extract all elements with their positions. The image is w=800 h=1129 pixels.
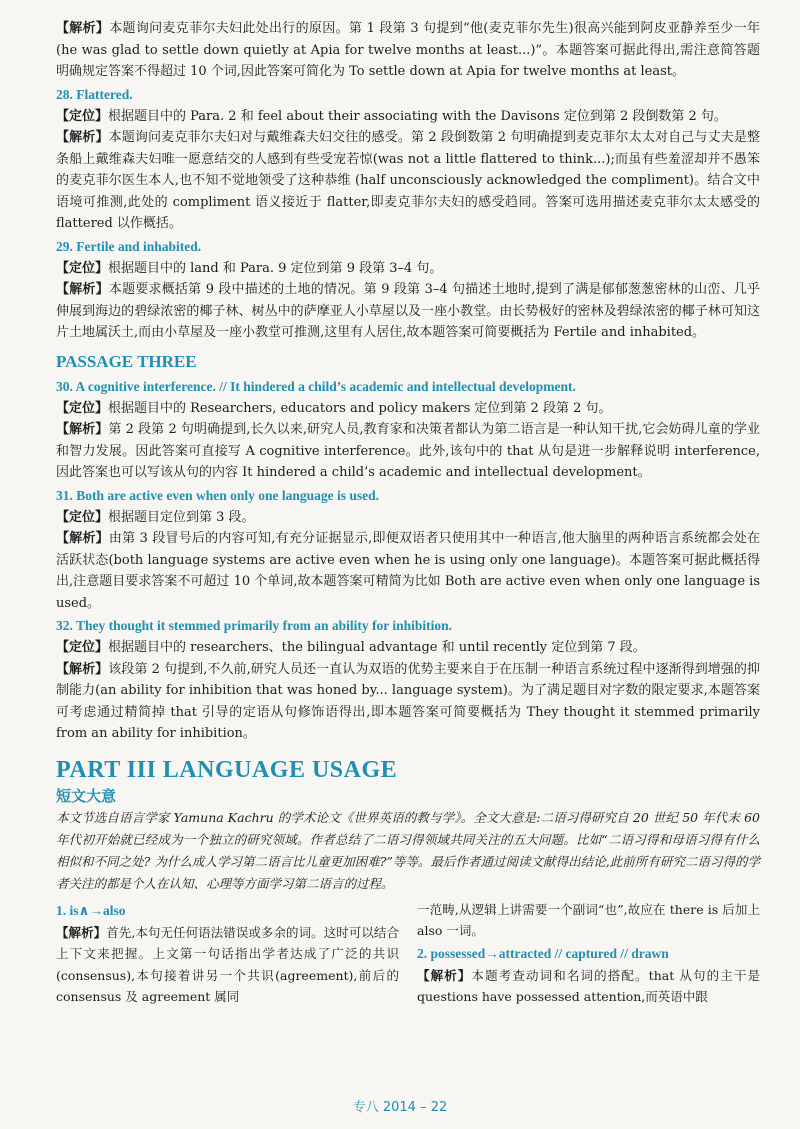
left-column [56, 899, 399, 1008]
locate-paragraph: 【定位】根据题目中的 researchers、the bilingual advantage 和 until recently 定位到第 7 段。 [56, 640, 646, 655]
analysis-paragraph: 【解析】本题考查动词和名词的搭配。that 从句的主干是 questions have possessed attention,而英语中跟 [417, 967, 760, 1004]
locate-paragraph: 【定位】根据题目中的 Researchers, educators and policy makers 定位到第 2 段第 2 句。 [56, 400, 612, 416]
analysis-paragraph: 【解析】由第 3 段冒号后的内容可知,有充分证据显示,即便双语者只使用其中一种语言,他大脑里的两种语言系统都会处在活跃状态(both language systems are active even when he is using only one language)。本题答案可据此概括得出,注意题目要求答案不可超过 10 个单词,故本题答案可精简为比如 Both are active even when only one language is used。 [56, 531, 760, 611]
right-column [417, 899, 760, 1008]
question-31-answer: 31. Both are active even when only one language is used. [56, 487, 380, 503]
part-three-heading: PART III LANGUAGE USAGE [56, 756, 398, 783]
page-footer: 专八 2014 – 22 [352, 1100, 448, 1115]
analysis-paragraph: 【解析】该段第 2 句提到,不久前,研究人员还一直认为双语的优势主要来自于在压制一种语言系统过程中逐渐得到增强的抑制能力(an ability for inhibition that was honed by... language system)。为了满足题目对字数的限定要求,本题答案可考虑通过精简掉 that 引导的定语从句修饰语得出,即本题答案可简要概括为 They thought it stemmed primarily from an ability for inhibition。 [56, 661, 760, 741]
summary-paragraph: 本文节选自语言学家 Yamuna Kachru 的学术论文《世界英语的教与学》。全文大意是:二语习得研究自 20 世纪 50 年代末 60 年代初开始就已经成为一个独立的研究领域。作者总结了二语习得领域共同关注的五大问题。比如“二语习得和母语习得有什么相似和不同之处? 为什么成人学习第二语言比儿童更加困难?”等等。最后作者通过阅读文献得出结论,此前所有研究二语习得的学者关注的都是个人在认知、心理等方面学习第二语言的过程。 [56, 809, 760, 891]
question-30-answer: 30. A cognitive interference. // It hindered a child’s academic and intellectual development. [56, 378, 576, 394]
question-28-answer: 28. Flattered. [56, 86, 133, 102]
passage-three-heading: PASSAGE THREE [56, 351, 197, 371]
analysis-paragraph: 【解析】本题要求概括第 9 段中描述的土地的情况。第 9 段第 3–4 句描述土地时,提到了满是郁郁葱葱密林的山峦、几乎伸展到海边的碧绿浓密的椰子林、树丛中的萨摩亚人小草屋以及一座小教堂。由长势极好的密林及碧绿浓密的椰子林可知这片土地属沃土,而由小草屋及一座小教堂可推测,这里有人居住,故本题答案可简要概括为 Fertile and inhabited。 [56, 282, 760, 340]
item-2-answer: 2. possessed→attracted // captured // drawn [417, 945, 669, 961]
two-column-section [56, 899, 760, 1008]
analysis-paragraph: 【解析】第 2 段第 2 句明确提到,长久以来,研究人员,教育家和决策者都认为第二语言是一种认知干扰,它会妨碍儿童的学业和智力发展。因此答案可直接写 A cognitive interference。此外,该句中的 that 从句是进一步解释说明 interference, 因此答案也可以写该从句的内容 It hindered a child’s academic and intellectual development。 [56, 422, 760, 480]
analysis-continued: 一范畴,从逻辑上讲需要一个副词“也”,故应在 there is 后加上 also 一词。 [417, 901, 760, 938]
question-32-answer: 32. They thought it stemmed primarily from an ability for inhibition. [56, 618, 453, 633]
locate-paragraph: 【定位】根据题目中的 Para. 2 和 feel about their associating with the Davisons 定位到第 2 段倒数第 2 句。 [56, 108, 727, 124]
analysis-paragraph: 【解析】本题询问麦克菲尔夫妇对与戴维森夫妇交往的感受。第 2 段倒数第 2 句明确提到麦克菲尔太太对自己与丈夫是整条船上戴维森夫妇唯一愿意结交的人感到有些受宠若惊(was not a little flattered to think...);而虽有些羞涩却并不愚笨的麦克菲尔医生本人,也不知不觉地领受了这种恭维 (half unconsciously acknowledged the compliment)。结合文中语境可推测,此处的 compliment 语义接近于 flatter,即麦克菲尔夫妇的感受趋同。答案可选用描述麦克菲尔太太感受的 flattered 以作概括。 [56, 130, 760, 231]
locate-paragraph: 【定位】根据题目中的 land 和 Para. 9 定位到第 9 段第 3–4 句。 [56, 260, 443, 276]
locate-paragraph: 【定位】根据题目定位到第 3 段。 [56, 509, 255, 525]
analysis-paragraph: 【解析】首先,本句无任何语法错误或多余的词。这时可以结合上下文来把握。上文第一句话指出学者达成了广泛的共识(consensus),本句接着讲另一个共识(agreement),前后的 consensus 及 agreement 属同 [56, 924, 399, 1004]
analysis-paragraph: 【解析】本题询问麦克菲尔夫妇此处出行的原因。第 1 段第 3 句提到“他(麦克菲尔先生)很高兴能到阿皮亚静养至少一年(he was glad to settle down quietly at Apia for twelve months at least...)”。本题答案可据此得出,需注意简答题明确规定答案不得超过 10 个词,因此答案可简化为 To settle down at Apia for twelve months at least。 [56, 21, 760, 79]
question-29-answer: 29. Fertile and inhabited. [56, 238, 202, 254]
item-1-answer: 1. is∧→also [56, 902, 126, 918]
summary-heading: 短文大意 [56, 786, 117, 805]
